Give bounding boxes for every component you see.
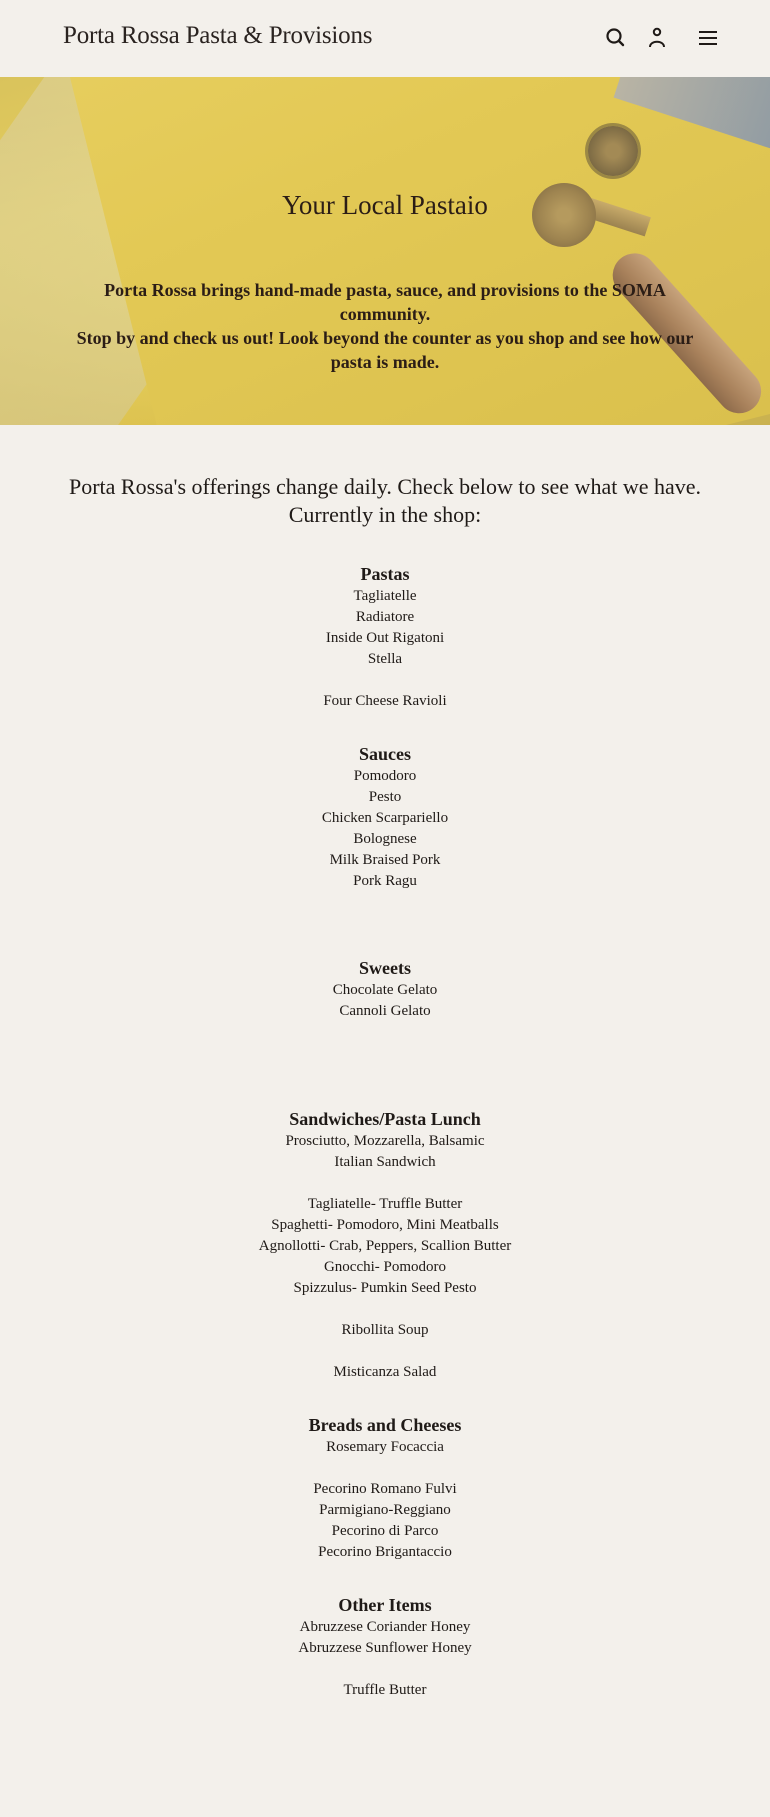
menu-item: Agnollotti- Crab, Peppers, Scallion Butter [258,1238,512,1254]
section-sauces [0,742,770,892]
section-title-sauces: Sauces [358,744,411,764]
menu-item: Prosciutto, Mozzarella, Balsamic [285,1133,485,1149]
menu-item: Pecorino di Parco [331,1523,439,1539]
intro-line-1: Porta Rossa's offerings change daily. Check below to see what we have. [68,474,702,499]
menu-item: Chicken Scarpariello [321,810,449,826]
menu-item-spacer [0,1659,770,1680]
search-icon[interactable] [604,26,628,50]
site-title-link[interactable]: Porta Rossa Pasta & Provisions [63,22,373,49]
menu-item: Four Cheese Ravioli [323,693,447,709]
section-title-sandwiches: Sandwiches/Pasta Lunch [289,1109,481,1129]
menu-item: Spizzulus- Pumkin Seed Pesto [293,1280,477,1296]
menu-item: Abruzzese Coriander Honey [299,1619,471,1635]
menu-item: Pecorino Romano Fulvi [313,1481,457,1497]
hero-title: Your Local Pastaio [282,190,488,220]
menu-item-spacer [0,1458,770,1479]
hero-description-line-2: Stop by and check us out! Look beyond the counter as you shop and see how our pasta is made. [76,328,694,372]
menu-item: Misticanza Salad [333,1364,437,1380]
section-pastas [0,562,770,712]
menu-item: Abruzzese Sunflower Honey [298,1640,472,1656]
menu-item: Inside Out Rigatoni [325,630,445,646]
menu-item: Pomodoro [353,768,417,784]
menu-item: Gnocchi- Pomodoro [323,1259,447,1275]
hero-description [64,278,706,374]
site-header [0,0,770,77]
menu-item: Truffle Butter [343,1682,427,1698]
menu-item: Stella [367,651,403,667]
menu-item: Ribollita Soup [341,1322,429,1338]
menu-item: Rosemary Focaccia [326,1439,444,1455]
section-breads-and-cheeses [0,1413,770,1563]
menu-item-spacer [0,1173,770,1194]
intro-line-2: Currently in the shop: [288,502,482,527]
intro-text [65,473,705,529]
account-icon[interactable] [645,26,669,50]
menu-item: Radiatore [355,609,415,625]
main-content [0,425,770,1799]
hero-description-line-1: Porta Rossa brings hand-made pasta, sauce, and provisions to the SOMA community. [104,280,666,324]
section-sweets [0,956,770,1022]
menu-item: Cannoli Gelato [339,1003,431,1019]
menu-item: Pork Ragu [353,873,417,889]
section-title-other: Other Items [338,1595,432,1615]
menu-item: Italian Sandwich [334,1154,436,1170]
menu-item: Parmigiano-Reggiano [319,1502,451,1518]
menu-item: Milk Braised Pork [329,852,441,868]
menu-item: Pecorino Brigantaccio [318,1544,452,1560]
section-other-items [0,1593,770,1701]
menu-item: Chocolate Gelato [332,982,438,998]
menu-item-spacer [0,670,770,691]
menu-item: Tagliatelle- Truffle Butter [307,1196,463,1212]
section-title-breads: Breads and Cheeses [308,1415,462,1435]
menu-item: Bolognese [353,831,417,847]
section-title-sweets: Sweets [359,958,411,978]
menu-item-spacer [0,1299,770,1320]
hero-banner [0,77,770,425]
hero-content [0,77,770,425]
menu-item: Spaghetti- Pomodoro, Mini Meatballs [271,1217,499,1233]
hamburger-menu-icon[interactable] [696,26,720,50]
menu-item-spacer [0,1341,770,1362]
menu-item: Tagliatelle [353,588,417,604]
menu-item: Pesto [368,789,402,805]
section-title-pastas: Pastas [360,564,410,584]
section-sandwiches-pasta-lunch [0,1107,770,1383]
